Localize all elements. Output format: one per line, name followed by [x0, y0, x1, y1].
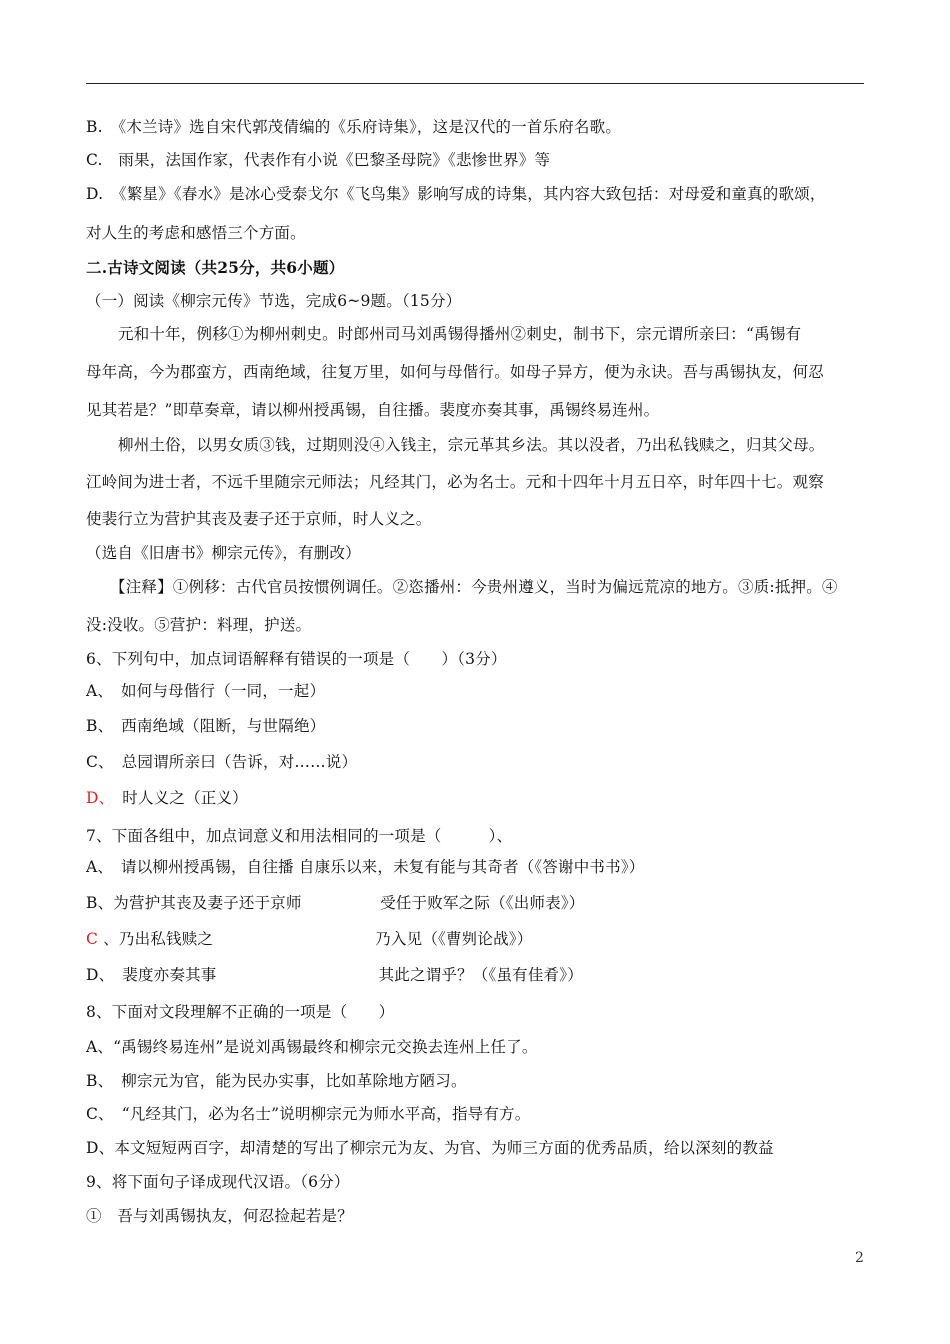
question-7: 7、下面各组中，加点词意义和用法相同的一项是（ ）、	[86, 827, 513, 845]
annotation-line: 【注释】①例移：古代官员按惯例调任。②恣播州：今贵州遵义，当时为偏远荒凉的地方。③质:抵押。④	[110, 578, 838, 596]
question-6-option-a: A、 如何与母偕行（一同，一起）	[86, 682, 326, 700]
question-8-option-b: B、 柳宗元为官，能为民办实事，比如革除地方陋习。	[86, 1072, 467, 1090]
passage-line: 江岭间为进士者，不远千里随宗元师法；凡经其门，必为名士。元和十四年十月五日卒，时年四十七。观察	[86, 473, 824, 491]
question-7-option-d: D、 裴度亦奏其事 其此之谓乎？（《虽有佳肴》）	[86, 966, 583, 984]
question-9-item-1: ① 吾与刘禹锡执友，何忍捡起若是？	[86, 1207, 353, 1225]
passage-line: 柳州土俗，以男女质③钱，过期则没④入钱主，宗元革其乡法。其以没者，乃出私钱赎之，归其父母。	[118, 436, 825, 454]
reading-instruction: （一）阅读《柳宗元传》节选，完成6~9题。（15分）	[86, 292, 462, 310]
option-b-mulanshi: B. 《木兰诗》选自宋代郭茂倩编的《乐府诗集》，这是汉代的一首乐府名歌。	[86, 118, 622, 136]
question-7-option-c: C 、乃出私钱赎之 乃入见（《曹刿论战》）	[86, 930, 533, 948]
passage-line: 元和十年，例移①为柳州刺史。时郎州司马刘禹锡得播州②刺史，制书下，宗元谓所亲曰：“禹锡有	[118, 325, 802, 343]
question-6-option-d: D、 时人义之（正义）	[86, 789, 248, 807]
passage-line: 见其若是？”即草奏章，请以柳州授禹锡，自往播。裴度亦奏其事，禹锡终易连州。	[86, 401, 660, 419]
passage-line: 使裴行立为营护其丧及妻子还于京师，时人义之。	[86, 510, 432, 528]
answer-mark: C	[86, 930, 99, 948]
question-8-option-d: D、本文短短两百字，却清楚的写出了柳宗元为友、为官、为师三方面的优秀品质，给以深刻的教益	[86, 1139, 774, 1157]
header-rule	[86, 83, 864, 84]
question-8: 8、下面对文段理解不正确的一项是（ ）	[86, 1003, 395, 1021]
page-number: 2	[855, 1250, 864, 1266]
question-9: 9、将下面句子译成现代汉语。（6分）	[86, 1173, 350, 1191]
question-6-option-b: B、 西南绝域（阻断，与世隔绝）	[86, 717, 326, 735]
option-d-bingxin: D. 《繁星》《春水》是冰心受泰戈尔《飞鸟集》影响写成的诗集，其内容大致包括：对母爱和童真的歌颂，	[86, 185, 826, 203]
question-6: 6、下列句中，加点词语解释有错误的一项是（ ）（3分）	[86, 650, 507, 668]
answer-mark: D、	[86, 789, 107, 807]
annotation-line: 没:没收。⑤营护：料理，护送。	[86, 616, 312, 634]
option-c-hugo: C. 雨果，法国作家，代表作有小说《巴黎圣母院》《悲惨世界》等	[86, 151, 551, 169]
question-8-option-c: C、 “凡经其门，必为名士”说明柳宗元为师水平高，指导有方。	[86, 1105, 531, 1123]
question-7-option-b: B、为营护其丧及妻子还于京师 受任于败军之际（《出师表》）	[86, 894, 585, 912]
question-8-option-a: A、“禹锡终易连州”是说刘禹锡最终和柳宗元交换去连州上任了。	[86, 1038, 538, 1056]
question-7-option-a: A、 请以柳州授禹锡，自往播 自康乐以来，未复有能与其奇者（《答谢中书书》）	[86, 858, 645, 876]
passage-line: 母年高，今为郡蛮方，西南绝域，往复万里，如何与母偕行。如母子异方，便为永诀。吾与禹锡执友，何忍	[86, 363, 824, 381]
option-d-continued: 对人生的考虑和感悟三个方面。	[86, 224, 306, 242]
passage-source: （选自《旧唐书》柳宗元传》，有删改）	[86, 544, 361, 562]
question-6-option-c: C、 总园谓所亲曰（告诉，对……说）	[86, 753, 358, 771]
section-heading: 二.古诗文阅读（共25分，共6小题）	[86, 258, 345, 277]
